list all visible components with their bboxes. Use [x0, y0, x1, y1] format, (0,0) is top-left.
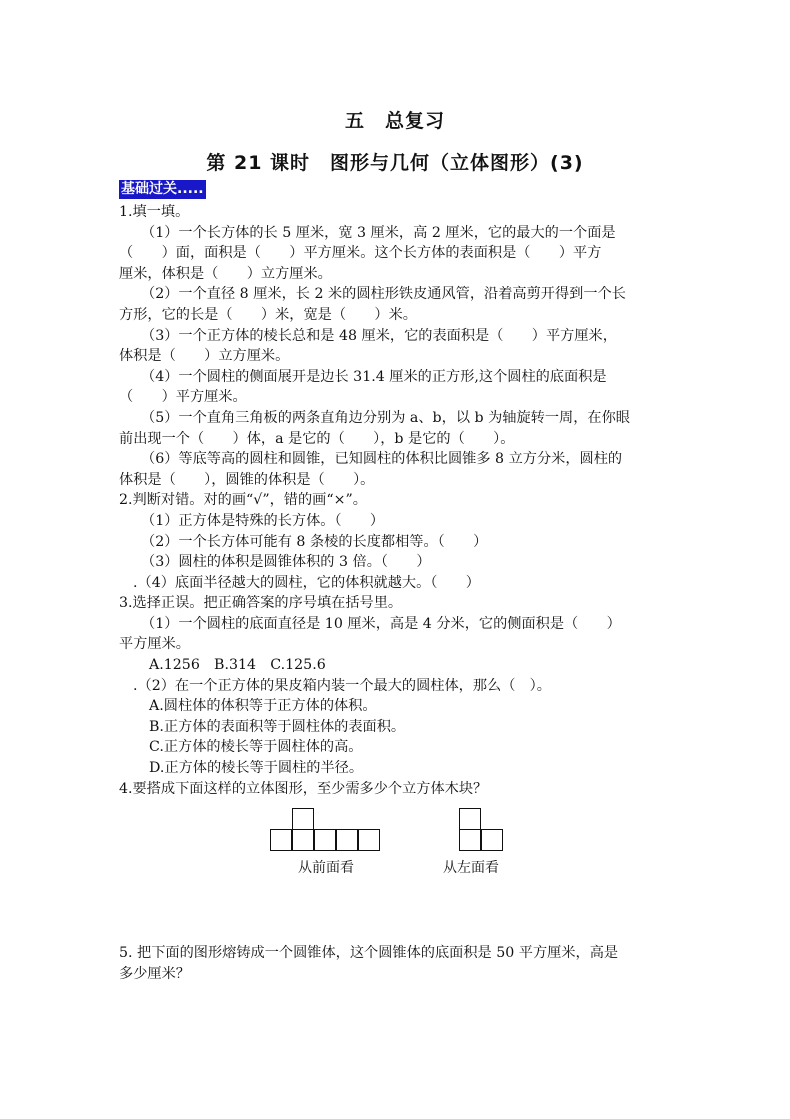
question-line: （3）圆柱的体积是圆锥体积的 3 倍。（ ） [141, 554, 431, 571]
question-5-line: 多少厘米？ [119, 965, 190, 982]
question-line: 体积是（ ），圆锥的体积是（ ）。 [119, 471, 375, 488]
question-line: .（2）在一个正方体的果皮箱内装一个最大的圆柱体，那么（ ）。 [133, 677, 551, 694]
front-view-block [358, 829, 380, 851]
question-line: （1）正方体是特殊的长方体。（ ） [141, 512, 385, 529]
front-view-figure [270, 808, 384, 852]
question-body [119, 202, 679, 799]
question-line: 方形，它的长是（ ）米，宽是（ ）米。 [119, 306, 417, 323]
question-line: 1.填一填。 [119, 204, 190, 220]
question-line: C.正方体的棱长等于圆柱体的高。 [149, 739, 363, 756]
question-5 [119, 943, 679, 984]
question-line: A.1256 B.314 C.125.6 [149, 657, 326, 674]
section-badge: 基础过关..... [121, 181, 204, 197]
question-5-line: 5. 把下面的图形熔铸成一个圆锥体，这个圆锥体的底面积是 50 平方厘米，高是 [119, 945, 619, 961]
front-view-top-block [292, 808, 314, 830]
question-line: （2）一个长方体可能有 8 条棱的长度都相等。（ ） [141, 533, 488, 550]
question-line: D.正方体的棱长等于圆柱的半径。 [149, 760, 364, 777]
question-line: （3）一个正方体的棱长总和是 48 厘米，它的表面积是（ ）平方厘米， [141, 327, 617, 344]
left-view-block [459, 829, 481, 851]
question-line: 2.判断对错。对的画“√”，错的画“×”。 [119, 492, 367, 509]
left-view-top-block [459, 808, 481, 830]
question-line: （2）一个直径 8 厘米，长 2 米的圆柱形铁皮通风管，沿着高剪开得到一个长 [141, 286, 626, 303]
question-line: A.圆柱体的体积等于正方体的体积。 [149, 698, 377, 715]
front-view-block [314, 829, 336, 851]
question-line: 体积是（ ）立方厘米。 [119, 348, 290, 365]
front-view-block [270, 829, 292, 851]
question-line: （5）一个直角三角板的两条直角边分别为 a、b，以 b 为轴旋转一周，在你眼 [141, 409, 630, 426]
front-view-block [336, 829, 358, 851]
question-line: （ ）面，面积是（ ）平方厘米。这个长方体的表面积是（ ）平方 [119, 245, 602, 262]
lesson-title: 第 21 课时 图形与几何（立体图形）(3) [206, 152, 584, 174]
question-line: 平方厘米。 [119, 636, 190, 653]
question-line: （ ）平方厘米。 [119, 389, 247, 406]
left-view-figure [459, 808, 503, 852]
question-line: 4.要搭成下面这样的立体图形，至少需多少个立方体木块？ [119, 780, 488, 797]
front-view-label: 从前面看 [298, 860, 354, 876]
question-line: （4）一个圆柱的侧面展开是边长 31.4 厘米的正方形,这个圆柱的底面积是 [141, 368, 607, 385]
front-view-block [292, 829, 314, 851]
chapter-title: 五 总复习 [344, 110, 445, 132]
left-view-block [481, 829, 503, 851]
question-line: 前出现一个（ ）体，a 是它的（ ），b 是它的（ ）。 [119, 430, 515, 447]
question-line: （6）等底等高的圆柱和圆锥，已知圆柱的体积比圆锥多 8 立方分米，圆柱的 [141, 451, 623, 468]
question-line: B.正方体的表面积等于圆柱体的表面积。 [149, 718, 406, 735]
question-line: （1）一个圆柱的底面直径是 10 厘米，高是 4 分米，它的侧面积是（ ） [141, 615, 621, 632]
left-view-label: 从左面看 [443, 860, 499, 876]
question-line: （1）一个长方体的长 5 厘米，宽 3 厘米，高 2 厘米，它的最大的一个面是 [141, 224, 616, 241]
question-line: 3.选择正误。把正确答案的序号填在括号里。 [119, 595, 403, 612]
question-line: .（4）底面半径越大的圆柱，它的体积就越大。（ ） [133, 574, 480, 591]
question-line: 厘米，体积是（ ）立方厘米。 [119, 265, 332, 282]
